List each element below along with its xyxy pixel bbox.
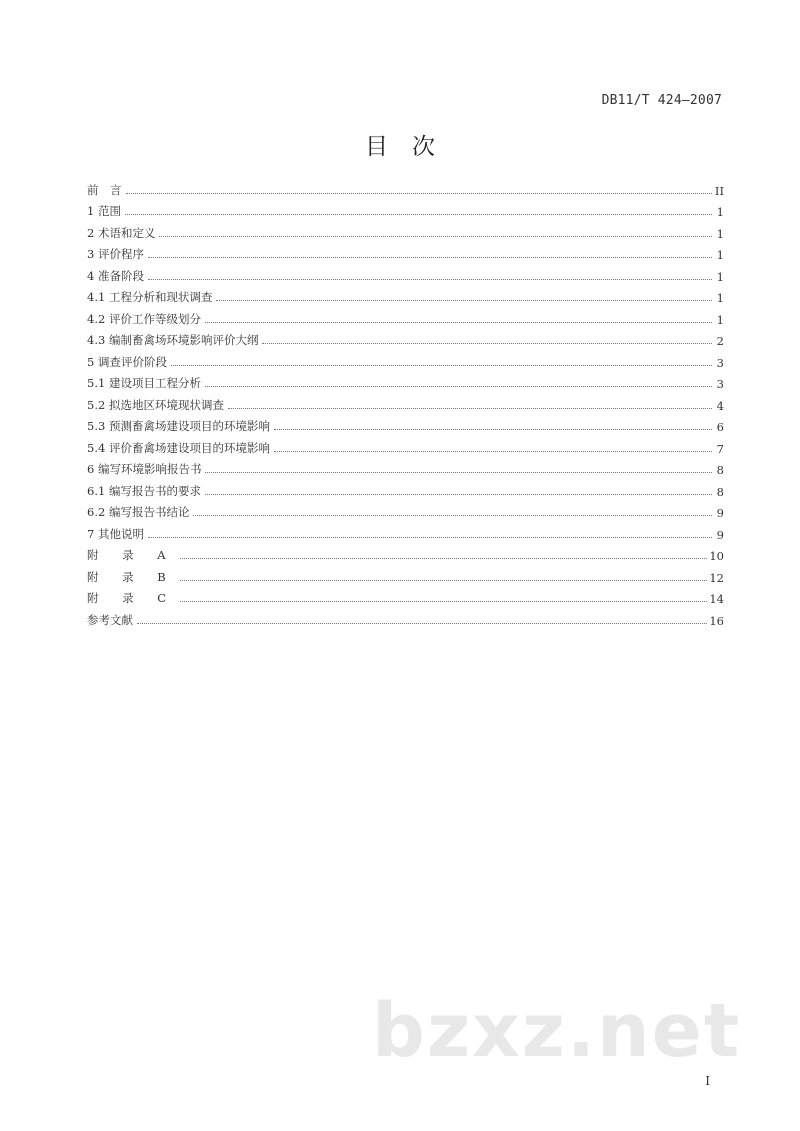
table-of-contents [87, 176, 724, 628]
toc-entry-label: 4 准备阶段 [87, 268, 144, 283]
toc-dot-leader [205, 493, 712, 495]
document-code: DB11/T 424—2007 [601, 93, 722, 108]
toc-dot-leader [180, 557, 708, 559]
toc-dot-leader [148, 536, 712, 538]
page-number: I [705, 1074, 710, 1088]
toc-entry-page-number: 7 [716, 441, 724, 456]
toc-entry-page-number: 4 [716, 398, 724, 413]
toc-entry-page-number: 16 [709, 613, 724, 628]
toc-dot-leader [171, 364, 712, 366]
toc-entry[interactable] [87, 176, 724, 198]
page-title [0, 128, 800, 161]
toc-entry-label: 4.2 评价工作等级划分 [87, 311, 201, 326]
title-char-1: 目 [365, 134, 388, 160]
toc-entry[interactable] [87, 456, 724, 478]
toc-entry-page-number: 8 [716, 463, 724, 477]
toc-entry[interactable] [87, 606, 724, 628]
toc-entry[interactable] [87, 370, 724, 392]
toc-entry-label: 附 录 A [87, 548, 176, 562]
toc-entry[interactable] [87, 219, 724, 241]
toc-entry[interactable] [87, 305, 724, 327]
toc-entry-page-number: 8 [716, 484, 724, 499]
toc-entry-label: 3 评价程序 [87, 247, 144, 261]
toc-entry-label: 附 录 B [87, 569, 176, 584]
toc-entry-page-number: 1 [716, 248, 724, 262]
toc-entry-label: 6 编写环境影响报告书 [87, 462, 202, 476]
toc-dot-leader [126, 192, 713, 194]
toc-entry[interactable] [87, 413, 724, 435]
toc-entry-label: 7 其他说明 [87, 526, 144, 541]
toc-dot-leader [148, 278, 712, 280]
toc-entry-label: 6.2 编写报告书结论 [87, 505, 190, 519]
toc-dot-leader [205, 471, 712, 473]
toc-entry-label: 附 录 C [87, 591, 177, 605]
toc-dot-leader [193, 514, 712, 516]
toc-entry[interactable] [87, 585, 724, 607]
toc-entry-page-number: 1 [716, 291, 724, 305]
toc-dot-leader [125, 213, 712, 215]
toc-entry[interactable] [87, 563, 724, 585]
toc-entry[interactable] [87, 241, 724, 263]
toc-entry-label: 5 调查评价阶段 [87, 354, 167, 369]
toc-entry[interactable] [87, 327, 724, 349]
toc-dot-leader [274, 450, 712, 452]
toc-entry-page-number: 1 [716, 312, 724, 327]
toc-entry[interactable] [87, 198, 724, 220]
toc-entry-label: 4.1 工程分析和现状调查 [87, 290, 213, 304]
toc-entry-label: 5.4 评价畜禽场建设项目的环境影响 [87, 440, 270, 455]
toc-entry-label: 2 术语和定义 [87, 225, 156, 240]
toc-entry[interactable] [87, 499, 724, 521]
toc-entry[interactable] [87, 477, 724, 499]
toc-entry-label: 1 范围 [87, 204, 121, 218]
toc-entry-page-number: 6 [716, 420, 724, 434]
toc-entry-label: 6.1 编写报告书的要求 [87, 483, 201, 498]
toc-dot-leader [262, 342, 712, 344]
toc-dot-leader [228, 407, 712, 409]
toc-entry-label: 参考文献 [87, 612, 133, 627]
toc-entry-page-number: 3 [716, 355, 724, 370]
toc-entry[interactable] [87, 284, 724, 306]
toc-entry[interactable] [87, 542, 724, 564]
title-char-2: 次 [412, 134, 435, 160]
toc-entry-page-number: 9 [716, 527, 724, 542]
toc-entry-page-number: 10 [709, 549, 724, 563]
toc-entry-page-number: 9 [716, 506, 724, 520]
toc-entry-page-number: 3 [716, 377, 724, 391]
toc-entry[interactable] [87, 348, 724, 370]
toc-entry-label: 前 言 [87, 182, 122, 197]
toc-entry[interactable] [87, 520, 724, 542]
toc-dot-leader [137, 622, 707, 624]
toc-entry[interactable] [87, 262, 724, 284]
toc-dot-leader [180, 600, 707, 602]
toc-entry-page-number: 1 [716, 226, 724, 241]
toc-dot-leader [205, 321, 712, 323]
toc-dot-leader [148, 256, 712, 258]
toc-entry-label: 4.3 编制畜禽场环境影响评价大纲 [87, 333, 259, 347]
toc-entry-page-number: 1 [716, 205, 724, 219]
toc-entry-page-number: II [714, 183, 724, 198]
toc-entry-label: 5.3 预测畜禽场建设项目的环境影响 [87, 419, 270, 433]
toc-entry[interactable] [87, 391, 724, 413]
watermark: bzxz.net [372, 988, 742, 1074]
toc-entry-page-number: 2 [716, 334, 724, 348]
toc-entry-label: 5.2 拟选地区环境现状调查 [87, 397, 224, 412]
toc-entry-page-number: 12 [709, 570, 724, 585]
toc-entry-page-number: 1 [716, 269, 724, 284]
toc-dot-leader [216, 299, 712, 301]
toc-entry-label: 5.1 建设项目工程分析 [87, 376, 201, 390]
toc-entry-page-number: 14 [709, 592, 724, 606]
toc-entry[interactable] [87, 434, 724, 456]
toc-dot-leader [180, 579, 708, 581]
toc-dot-leader [274, 428, 712, 430]
toc-dot-leader [205, 385, 712, 387]
toc-dot-leader [159, 235, 712, 237]
